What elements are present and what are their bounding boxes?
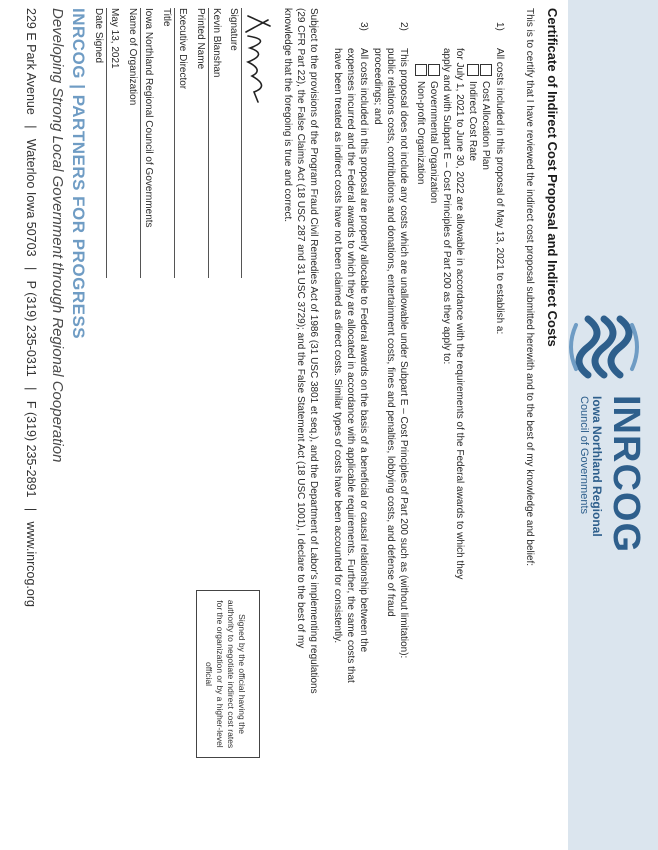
organization-type-options [414,64,440,203]
item-number-1: 1) [494,22,505,31]
brand-subtitle-line1: Iowa Northland Regional [590,396,604,537]
plan-type-options [466,64,492,170]
printed-name-line [208,8,209,278]
title-line [174,8,175,278]
date-caption: Date Signed [93,8,104,64]
brand-subtitle-line2: Council of Governments [578,396,590,514]
option-row [479,64,492,170]
declaration-paragraph: Subject to the provisions of the Program Fraud Civil Remedies Act of 1986 (31 USC 3801 et seq.), and the Department of Labor's implementing regulations (29 CFR Part 22), the False Claims Act (18 USC 287 and 31 USC 3729); and the False Statement Act (18 USC 1001), I declare to the best of my knowledge that the foregoing is true and correct. [282,8,319,694]
footer-heading: INRCOG | PARTNERS FOR PROGRESS [69,8,88,340]
document-title: Certificate of Indirect Cost Proposal and Indirect Costs [545,8,560,347]
handwritten-signature [238,10,278,120]
date-line [106,8,107,278]
checkbox[interactable] [480,64,492,76]
footer-contact-line: 229 E Park Avenue | Waterloo Iowa 50703 | P (319) 235-0311 | F (319) 235-2891 | www.inrcog.org [24,8,38,607]
option-label: Indirect Cost Rate [467,81,478,162]
item-2-text: This proposal does not include any costs which are unallowable under Subpart E – Cost Principles of Part 200 such as (without limitation): public relations costs, contributions and donations, entertainment costs, fines and penalties, lobbying costs, and defense of fraud proceedings; and [372,48,409,659]
option-row [427,64,440,203]
item-3-text: All costs included in this proposal are properly allocable to Federal awards on the basis of a beneficial or causal relationship between the expenses incurred and the Federal awards to which they are allocated in accordance with applicable requirements. Further, the same costs that have been treated as indirect costs have not been claimed as direct costs. Similar types of costs have been accounted for consistently. [332,48,369,683]
brand-name: INRCOG [605,395,647,553]
title-caption: Title [161,8,172,27]
printed-name-caption: Printed Name [195,8,206,70]
signature-line [241,8,242,278]
footer-tagline: Developing Strong Local Government through Regional Cooperation [49,8,66,463]
option-row [414,64,427,203]
option-label: Governmental Organization [428,81,439,204]
option-label: Non-profit Organization [415,81,426,185]
organization-caption: Name of Organization [127,8,138,106]
printed-name-value: Kevin Blanshan [211,8,222,78]
organization-line [140,8,141,278]
option-row [466,64,479,170]
awards-paragraph: for July 1, 2021 to June 30, 2022 are allowable in accordance with the requirements of the Federal awards to which they apply and with Subpart E – Cost Principles of Part 200 as they apply to: [441,48,465,580]
option-label: Cost Allocation Plan [480,81,491,170]
title-value: Executive Director [177,8,188,90]
item-1-text: All costs included in this proposal of May 13, 2021 to establish a: [494,48,505,335]
date-value: May 13, 2021 [109,8,120,69]
authority-note-box: Signed by the official having the authority to negotiate indirect cost rates for the organization or by a higher-level official [196,590,260,758]
signature-caption: Signature [228,8,239,51]
checkbox[interactable] [467,64,479,76]
item-number-3: 3) [358,22,369,31]
organization-value: Iowa Northland Regional Council of Governments [143,8,154,228]
checkbox[interactable] [415,64,427,76]
inrcog-logo-icon [562,305,646,389]
checkbox[interactable] [428,64,440,76]
intro-paragraph: This is to certify that I have reviewed the indirect cost proposal submitted herewith and to the best of my knowledge and belief: [524,8,535,567]
item-number-2: 2) [398,22,409,31]
